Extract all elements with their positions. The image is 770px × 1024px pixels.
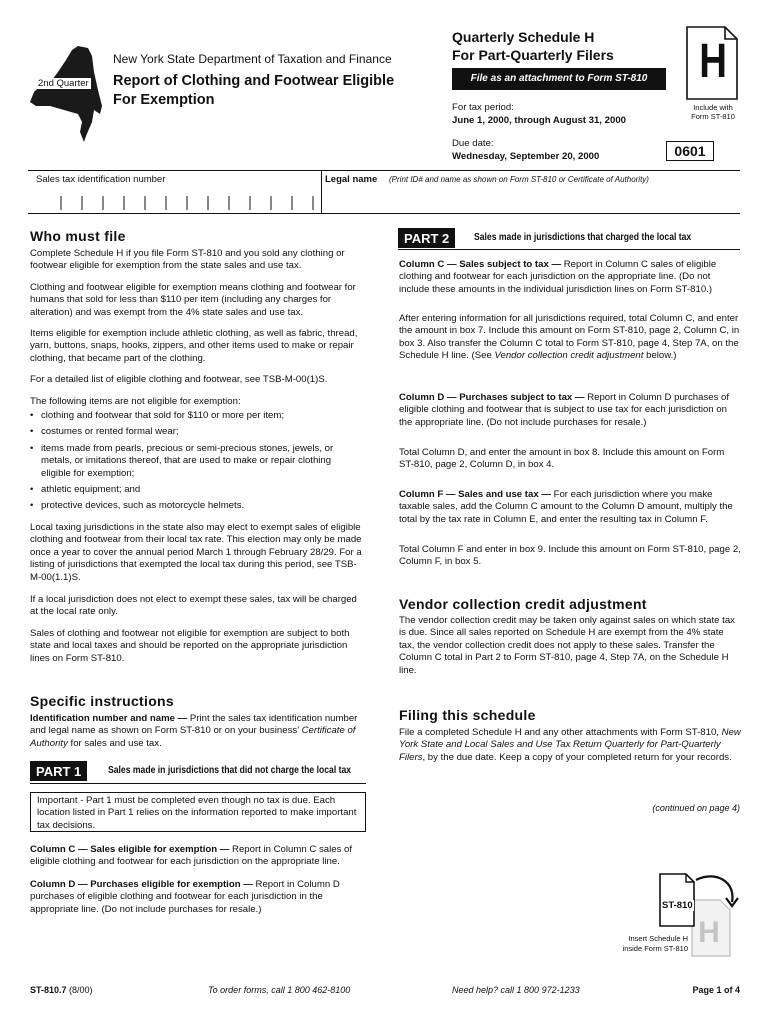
schedule-h-letter: H (699, 35, 727, 88)
filing-text-2: , by the due date. Keep a copy of your completed return for your records. (422, 751, 732, 763)
quarter-label: 2nd Quarter (38, 78, 89, 89)
attachment-banner: File as an attachment to Form ST-810 (452, 68, 666, 90)
legal-name-input[interactable] (325, 188, 737, 210)
after-tail: below.) (643, 350, 677, 362)
part-2-column-f-lead: Column F — Sales and use tax — (399, 489, 551, 500)
part-1-column-c-lead: Column C — Sales eligible for exemption — (30, 844, 230, 855)
who-paragraph-7: If a local jurisdiction does not elect to exempt these sales, tax will be charged at the local rate only. (30, 594, 357, 618)
who-paragraph-5: The following items are not eligible for exemption: (30, 396, 241, 407)
part-2-column-c (399, 259, 741, 296)
part-2-column-c-text: Report in Column C sales of eligible clothing and footwear for each jurisdiction on the appropriate line. (Do not include these amounts in the individual jurisdiction lines on Form ST-810.) (399, 259, 717, 295)
footer-form-date: (8/00) (66, 985, 93, 995)
insert-caption (596, 934, 688, 954)
part-1-title: Sales made in jurisdictions that did not charge the local tax (108, 764, 352, 776)
insert-form-label: ST-810 (662, 900, 693, 911)
filing-italic: New York State and Local Sales and Use Tax Return Quarterly for Part-Quarterly Filers (399, 727, 741, 763)
id-row-divider (321, 170, 322, 213)
sales-tax-id-label: Sales tax identification number (36, 174, 166, 185)
legal-name-hint: (Print ID# and name as shown on Form ST-810 or Certificate of Authority) (389, 175, 649, 184)
footer-form-id (30, 985, 93, 995)
id-name-lead: Identification number and name — (30, 713, 188, 724)
vendor-credit-text: The vendor collection credit may be taken only against sales on which state tax is due. Since all sales reported on Schedule H are exempt from the 4% state tax, the vendor collection credit does not apply to these sales. Transfer the Column C total in Part 2 to Form ST-810, page 4, Step 7A, on the Schedule H line. (399, 615, 735, 676)
tax-period-label: For tax period: (452, 102, 514, 113)
list-item: • protective devices, such as motorcycle helmets. (30, 500, 360, 512)
important-notice-box: Important - Part 1 must be completed even though no tax is due. Each location listed in Part 1 relies on the information reported to make important tax decisions. (30, 792, 366, 832)
sales-tax-id-tick-marks (40, 194, 320, 210)
part-2-column-f-text: For each jurisdiction where you make taxable sales, add the Column C amount to the Column D amount, multiply the total by the tax rate in Column E, and enter the resulting tax in Column F. (399, 489, 733, 525)
report-title (113, 72, 394, 110)
filing-schedule-heading: Filing this schedule (399, 707, 536, 723)
who-paragraph-1: Complete Schedule H if you file Form ST-810 and you sold any clothing or footwear eligible for exemption from the state sales and use tax. (30, 248, 345, 272)
continued-note: (continued on page 4) (652, 803, 740, 813)
who-must-file-heading: Who must file (30, 228, 126, 244)
list-item: • athletic equipment; and (30, 484, 360, 496)
part-2-total-column-d: Total Column D, and enter the amount in box 8. Include this amount on Form ST-810, page 2, Column D, in box 4. (399, 447, 725, 471)
part-2-label: PART 2 (398, 228, 455, 248)
schedule-title-line: Quarterly Schedule H (452, 29, 595, 45)
part-2-title: Sales made in jurisdictions that charged the local tax (474, 231, 692, 243)
part-2-column-f (399, 489, 741, 526)
include-with-line-2: Form ST-810 (691, 112, 735, 121)
part-1-column-d (30, 879, 366, 916)
part-2-total-column-f: Total Column F and enter in box 9. Include this amount on Form ST-810, page 2, Column F, in box 5. (399, 544, 741, 568)
legal-name-label: Legal name (325, 174, 378, 185)
new-york-state-map-icon (28, 44, 104, 144)
part-2-column-d-lead: Column D — Purchases subject to tax — (399, 392, 585, 403)
after-italic: Vendor collection credit adjustment (494, 350, 644, 362)
specific-instructions-heading: Specific instructions (30, 693, 174, 709)
list-item: • costumes or rented formal wear; (30, 426, 360, 438)
include-with-line-1: Include with (693, 103, 733, 112)
part-1-column-d-lead: Column D — Purchases eligible for exemption — (30, 879, 253, 890)
who-paragraph-2: Clothing and footwear eligible for exemption means clothing and footwear for humans that sold for less than $110 per item (including any charges for alteration) and was exempt from the 4% state sales and use tax. (30, 282, 356, 318)
vendor-credit-heading: Vendor collection credit adjustment (399, 596, 647, 612)
tax-period-value: June 1, 2000, through August 31, 2000 (452, 115, 626, 126)
part-1-column-c (30, 844, 366, 869)
schedule-title (452, 28, 614, 64)
who-paragraph-6: Local taxing jurisdictions in the state also may elect to exempt sales of eligible clothing and footwear from their local tax rate. This election may only be made once a year to cover the annual period March 1 through February 28/29. For a listing of jurisdictions that exempted the local tax during this period, see TSB-M-00(1.1)S. (30, 522, 362, 583)
filing-text-1: File a completed Schedule H and any other attachments with Form ST-810, (399, 727, 722, 738)
part-2-column-c-lead: Column C — Sales subject to tax — (399, 259, 562, 270)
footer-form-id-number: ST-810.7 (30, 985, 67, 995)
id-name-text: Print the sales tax identification number and legal name as shown on Form ST-810 or on your business’ (30, 713, 358, 737)
form-code-box: 0601 (666, 141, 714, 161)
due-date-value: Wednesday, September 20, 2000 (452, 151, 600, 162)
insert-caption-line-1: Insert Schedule H (628, 934, 688, 943)
footer-page-number: Page 1 of 4 (692, 985, 740, 995)
part-1-column-c-text: Report in Column C sales of eligible clothing and footwear for each jurisdiction on the appropriate line. (30, 844, 353, 868)
insert-caption-line-2: inside Form ST-810 (622, 944, 688, 953)
include-with-note (680, 103, 746, 121)
report-title-line-1: Report of Clothing and Footwear Eligible (113, 73, 395, 89)
ineligible-items-list (30, 410, 360, 513)
footer-order-forms: To order forms, call 1 800 462-8100 (208, 985, 351, 995)
part-1-column-d-text: Report in Column D purchases of eligible clothing and footwear for each jurisdiction in the appropriate line. (Do not include purchases for resale.) (30, 879, 340, 915)
who-paragraph-8: Sales of clothing and footwear not eligible for exemption are subject to both state and local taxes and should be reported on the appropriate jurisdiction lines on Form ST-810. (30, 628, 350, 664)
footer-help: Need help? call 1 800 972-1233 (452, 985, 580, 995)
part-1-rule (30, 783, 366, 784)
who-paragraph-4: For a detailed list of eligible clothing and footwear, see TSB-M-00(1)S. (30, 374, 328, 385)
agency-name: New York State Department of Taxation and Finance (113, 52, 392, 66)
schedule-subtitle-line: For Part-Quarterly Filers (452, 47, 614, 63)
part-2-column-d (399, 392, 741, 429)
part-1-label: PART 1 (30, 761, 87, 781)
id-name-instruction (30, 713, 366, 750)
list-item: • items made from pearls, precious or semi-precious stones, jewels, or metals, or imitations thereof, that are used to make or repair clothing eligible for exemption; (30, 443, 360, 480)
part-2-rule (398, 249, 740, 250)
part-2-column-d-text: Report in Column D purchases of eligible clothing and footwear that is subject to use tax for each jurisdiction on the appropriate line. (Do not include purchases for resale.) (399, 392, 730, 428)
id-name-tail: for sales and use tax. (67, 737, 162, 749)
insert-h-letter: H (698, 916, 720, 949)
id-name-italic: Certificate of Authority (30, 725, 356, 749)
sales-tax-id-input[interactable] (40, 194, 320, 210)
who-paragraph-3: Items eligible for exemption include athletic clothing, as well as fabric, thread, yarn, buttons, snaps, hooks, zippers, and other items used to make or repair clothing, that became part of the clothing. (30, 328, 358, 364)
after-text: After entering information for all jurisdictions required, total Column C, and enter the amount in box 7. Include this amount on Form ST-810, page 2, Column C, in box 3. Also transfer the Column C total to Form ST-810, page 4, Step 7A, on the Schedule H line. (See (399, 313, 740, 362)
list-item: • clothing and footwear that sold for $110 or more per item; (30, 410, 360, 422)
filing-schedule-text (399, 727, 741, 764)
part-2-after-entering (399, 313, 741, 363)
report-title-line-2: For Exemption (113, 92, 215, 108)
due-date-label: Due date: (452, 138, 494, 149)
